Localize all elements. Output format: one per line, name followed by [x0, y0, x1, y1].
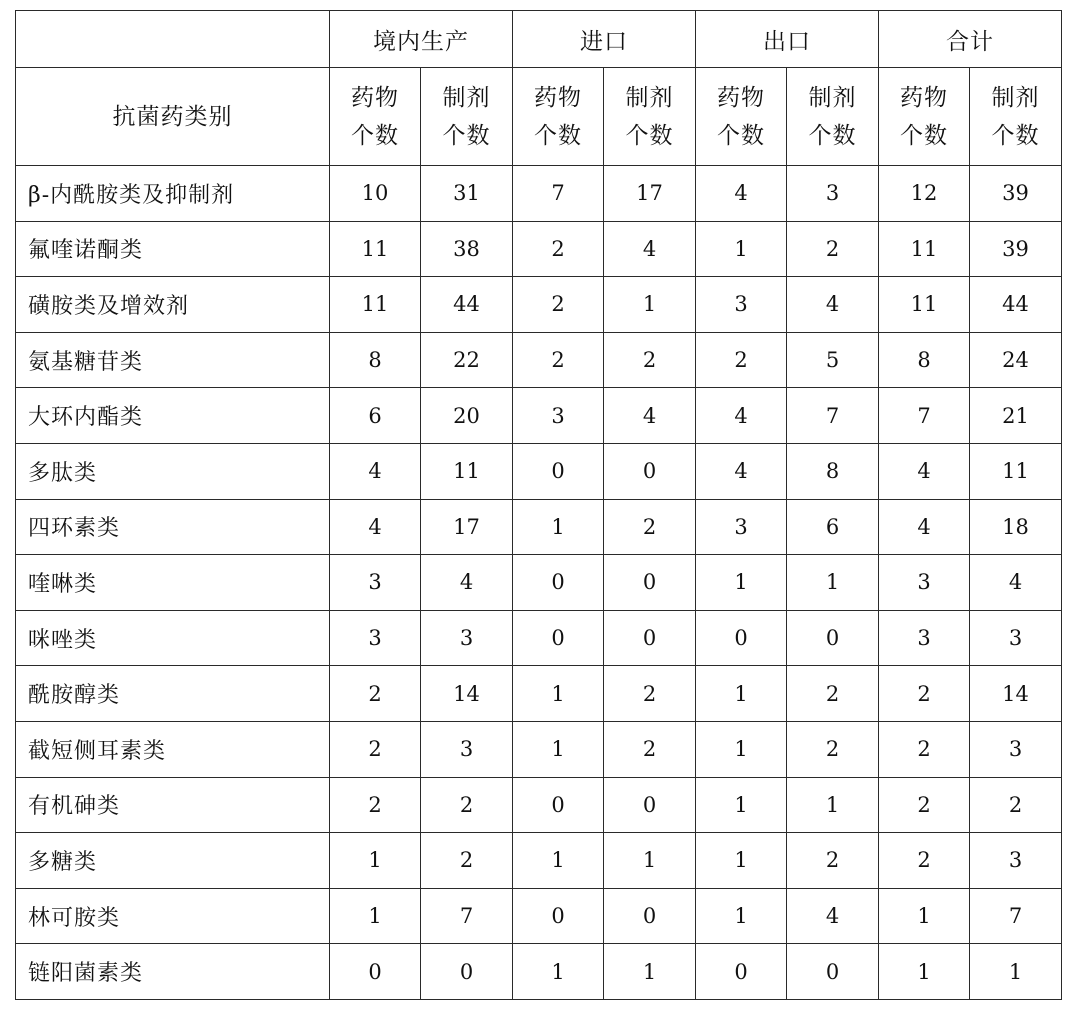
table-row: [16, 888, 1062, 944]
category-cell: 多肽类: [16, 443, 330, 499]
header-group-row: [16, 11, 1062, 68]
value-cell: 1: [513, 833, 604, 889]
value-cell: 3: [421, 721, 513, 777]
table-row: [16, 277, 1062, 333]
header-group-import: 进口: [513, 11, 696, 68]
value-cell: 1: [513, 944, 604, 1000]
value-cell: 1: [696, 833, 787, 889]
value-cell: 39: [970, 166, 1062, 222]
value-cell: 1: [604, 277, 696, 333]
value-cell: 2: [879, 666, 970, 722]
value-cell: 1: [696, 721, 787, 777]
category-cell: 链阳菌素类: [16, 944, 330, 1000]
value-cell: 3: [330, 555, 421, 611]
value-cell: 0: [787, 610, 879, 666]
value-cell: 8: [787, 443, 879, 499]
header-sub-prep-count: 制剂 个数: [970, 68, 1062, 166]
header-sub-prep-count: 制剂 个数: [421, 68, 513, 166]
value-cell: 4: [696, 388, 787, 444]
value-cell: 11: [879, 277, 970, 333]
value-cell: 0: [696, 610, 787, 666]
value-cell: 2: [421, 833, 513, 889]
table-body: [16, 166, 1062, 1000]
value-cell: 0: [513, 555, 604, 611]
header-sub-drug-count: 药物 个数: [513, 68, 604, 166]
category-cell: 林可胺类: [16, 888, 330, 944]
header-sub-prep-count: 制剂 个数: [787, 68, 879, 166]
value-cell: 4: [879, 499, 970, 555]
value-cell: 3: [421, 610, 513, 666]
antibacterial-drug-table: [15, 10, 1062, 1000]
value-cell: 44: [421, 277, 513, 333]
value-cell: 6: [787, 499, 879, 555]
value-cell: 11: [421, 443, 513, 499]
value-cell: 1: [970, 944, 1062, 1000]
value-cell: 8: [330, 332, 421, 388]
value-cell: 22: [421, 332, 513, 388]
value-cell: 3: [970, 833, 1062, 889]
category-cell: β-内酰胺类及抑制剂: [16, 166, 330, 222]
value-cell: 3: [330, 610, 421, 666]
value-cell: 39: [970, 221, 1062, 277]
value-cell: 4: [604, 388, 696, 444]
value-cell: 11: [879, 221, 970, 277]
value-cell: 2: [330, 721, 421, 777]
value-cell: 0: [604, 610, 696, 666]
header-sub-drug-count: 药物 个数: [879, 68, 970, 166]
value-cell: 1: [696, 555, 787, 611]
value-cell: 11: [330, 277, 421, 333]
value-cell: 0: [696, 944, 787, 1000]
value-cell: 3: [970, 610, 1062, 666]
value-cell: 1: [696, 221, 787, 277]
value-cell: 0: [330, 944, 421, 1000]
value-cell: 2: [604, 332, 696, 388]
value-cell: 1: [696, 777, 787, 833]
value-cell: 0: [513, 610, 604, 666]
value-cell: 31: [421, 166, 513, 222]
value-cell: 21: [970, 388, 1062, 444]
table-row: [16, 777, 1062, 833]
value-cell: 3: [970, 721, 1062, 777]
table-row: [16, 610, 1062, 666]
value-cell: 2: [787, 221, 879, 277]
value-cell: 0: [513, 777, 604, 833]
value-cell: 7: [421, 888, 513, 944]
value-cell: 2: [330, 666, 421, 722]
value-cell: 2: [421, 777, 513, 833]
value-cell: 20: [421, 388, 513, 444]
table-row: [16, 833, 1062, 889]
header-group-export: 出口: [696, 11, 879, 68]
value-cell: 1: [330, 833, 421, 889]
value-cell: 1: [696, 888, 787, 944]
value-cell: 4: [330, 443, 421, 499]
value-cell: 2: [879, 833, 970, 889]
category-cell: 酰胺醇类: [16, 666, 330, 722]
value-cell: 7: [513, 166, 604, 222]
value-cell: 14: [421, 666, 513, 722]
value-cell: 24: [970, 332, 1062, 388]
value-cell: 3: [513, 388, 604, 444]
value-cell: 0: [421, 944, 513, 1000]
value-cell: 3: [879, 555, 970, 611]
header-sub-drug-count: 药物 个数: [696, 68, 787, 166]
category-cell: 多糖类: [16, 833, 330, 889]
value-cell: 14: [970, 666, 1062, 722]
value-cell: 4: [604, 221, 696, 277]
table-row: [16, 332, 1062, 388]
table-row: [16, 721, 1062, 777]
value-cell: 1: [787, 777, 879, 833]
value-cell: 1: [330, 888, 421, 944]
value-cell: 7: [787, 388, 879, 444]
value-cell: 2: [604, 721, 696, 777]
table-row: [16, 499, 1062, 555]
value-cell: 2: [513, 277, 604, 333]
value-cell: 4: [696, 443, 787, 499]
value-cell: 2: [970, 777, 1062, 833]
value-cell: 1: [879, 944, 970, 1000]
value-cell: 11: [970, 443, 1062, 499]
value-cell: 2: [787, 666, 879, 722]
value-cell: 8: [879, 332, 970, 388]
value-cell: 0: [604, 777, 696, 833]
value-cell: 4: [787, 888, 879, 944]
table-row: [16, 443, 1062, 499]
value-cell: 1: [513, 499, 604, 555]
value-cell: 17: [421, 499, 513, 555]
value-cell: 0: [787, 944, 879, 1000]
category-cell: 大环内酯类: [16, 388, 330, 444]
category-cell: 四环素类: [16, 499, 330, 555]
value-cell: 2: [513, 332, 604, 388]
header-group-domestic: 境内生产: [330, 11, 513, 68]
category-cell: 截短侧耳素类: [16, 721, 330, 777]
value-cell: 38: [421, 221, 513, 277]
value-cell: 2: [604, 499, 696, 555]
header-sub-row: [16, 68, 1062, 166]
category-cell: 有机砷类: [16, 777, 330, 833]
value-cell: 3: [787, 166, 879, 222]
value-cell: 5: [787, 332, 879, 388]
header-group-total: 合计: [879, 11, 1062, 68]
category-cell: 氨基糖苷类: [16, 332, 330, 388]
value-cell: 4: [421, 555, 513, 611]
value-cell: 18: [970, 499, 1062, 555]
table-row: [16, 388, 1062, 444]
value-cell: 4: [879, 443, 970, 499]
table-row: [16, 666, 1062, 722]
value-cell: 0: [604, 888, 696, 944]
value-cell: 2: [879, 721, 970, 777]
value-cell: 17: [604, 166, 696, 222]
value-cell: 2: [787, 833, 879, 889]
value-cell: 1: [787, 555, 879, 611]
table-row: [16, 944, 1062, 1000]
value-cell: 12: [879, 166, 970, 222]
category-cell: 咪唑类: [16, 610, 330, 666]
category-cell: 磺胺类及增效剂: [16, 277, 330, 333]
category-cell: 氟喹诺酮类: [16, 221, 330, 277]
value-cell: 3: [696, 499, 787, 555]
table-row: [16, 166, 1062, 222]
value-cell: 44: [970, 277, 1062, 333]
table-row: [16, 555, 1062, 611]
value-cell: 3: [879, 610, 970, 666]
value-cell: 2: [879, 777, 970, 833]
value-cell: 4: [787, 277, 879, 333]
header-corner: [16, 11, 330, 68]
value-cell: 4: [970, 555, 1062, 611]
value-cell: 3: [696, 277, 787, 333]
value-cell: 1: [604, 944, 696, 1000]
category-cell: 喹啉类: [16, 555, 330, 611]
value-cell: 0: [513, 443, 604, 499]
value-cell: 4: [330, 499, 421, 555]
header-sub-prep-count: 制剂 个数: [604, 68, 696, 166]
value-cell: 1: [513, 721, 604, 777]
header-category: 抗菌药类别: [16, 68, 330, 166]
value-cell: 2: [604, 666, 696, 722]
value-cell: 2: [696, 332, 787, 388]
value-cell: 6: [330, 388, 421, 444]
value-cell: 1: [513, 666, 604, 722]
value-cell: 11: [330, 221, 421, 277]
value-cell: 1: [879, 888, 970, 944]
value-cell: 2: [330, 777, 421, 833]
value-cell: 1: [696, 666, 787, 722]
value-cell: 2: [513, 221, 604, 277]
table-row: [16, 221, 1062, 277]
value-cell: 2: [787, 721, 879, 777]
header-sub-drug-count: 药物 个数: [330, 68, 421, 166]
value-cell: 0: [513, 888, 604, 944]
value-cell: 10: [330, 166, 421, 222]
value-cell: 7: [970, 888, 1062, 944]
value-cell: 4: [696, 166, 787, 222]
value-cell: 7: [879, 388, 970, 444]
value-cell: 1: [604, 833, 696, 889]
value-cell: 0: [604, 443, 696, 499]
value-cell: 0: [604, 555, 696, 611]
